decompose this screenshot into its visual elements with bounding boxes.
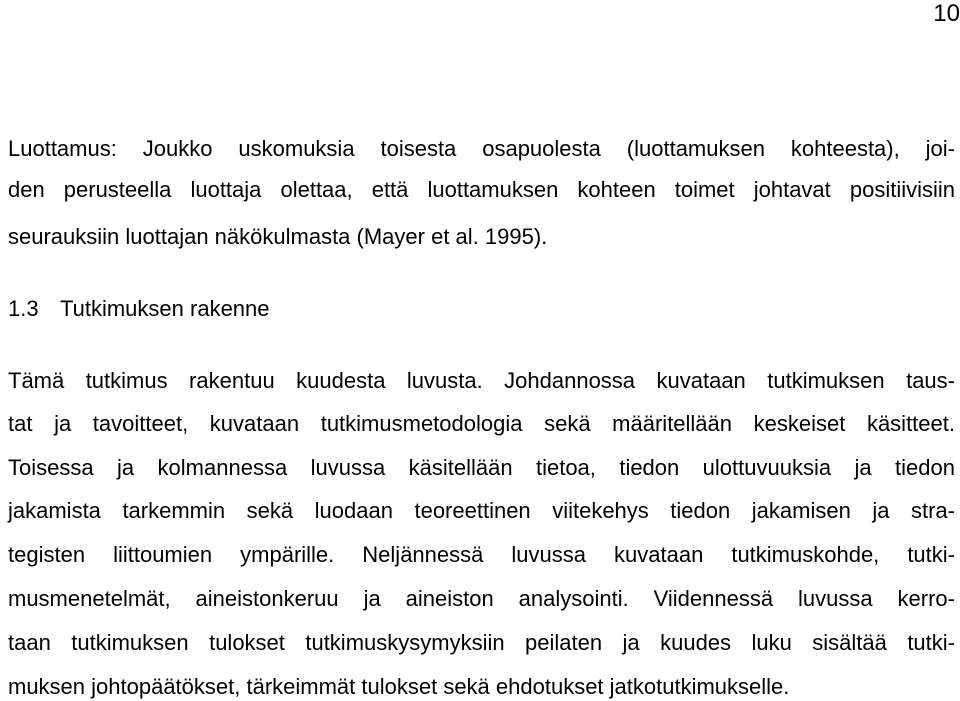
section-heading [8, 296, 270, 322]
body-line-5: tegisten liittoumien ympärille. Neljännessä luvussa kuvataan tutkimuskohde, tutki- [8, 542, 955, 567]
section-number: 1.3 [8, 296, 39, 321]
definition-line-1: Luottamus: Joukko uskomuksia toisesta osapuolesta (luottamuksen kohteesta), joi- [8, 136, 955, 161]
body-line-6: musmenetelmät, aineistonkeruu ja aineiston analysointi. Viidennessä luvussa kerro- [8, 586, 955, 611]
body-line-2: tat ja tavoitteet, kuvataan tutkimusmetodologia sekä määritellään keskeiset käsitteet. [8, 411, 955, 436]
body-line-3: Toisessa ja kolmannessa luvussa käsitellään tietoa, tiedon ulottuvuuksia ja tiedon [8, 455, 955, 480]
definition-line-3: seurauksiin luottajan näkökulmasta (Mayer et al. 1995). [8, 224, 548, 249]
body-line-4: jakamista tarkemmin sekä luodaan teoreettinen viitekehys tiedon jakamisen ja stra- [8, 498, 955, 523]
page-number: 10 [933, 0, 960, 27]
body-line-8: muksen johtopäätökset, tärkeimmät tulokset sekä ehdotukset jatkotutkimukselle. [8, 674, 790, 699]
definition-line-2: den perusteella luottaja olettaa, että luottamuksen kohteen toimet johtavat positiivisiin [8, 177, 955, 202]
section-title: Tutkimuksen rakenne [60, 296, 270, 321]
body-line-1: Tämä tutkimus rakentuu kuudesta luvusta. Johdannossa kuvataan tutkimuksen taus- [8, 368, 955, 393]
body-line-7: taan tutkimuksen tulokset tutkimuskysymyksiin peilaten ja kuudes luku sisältää tutki- [8, 630, 955, 655]
